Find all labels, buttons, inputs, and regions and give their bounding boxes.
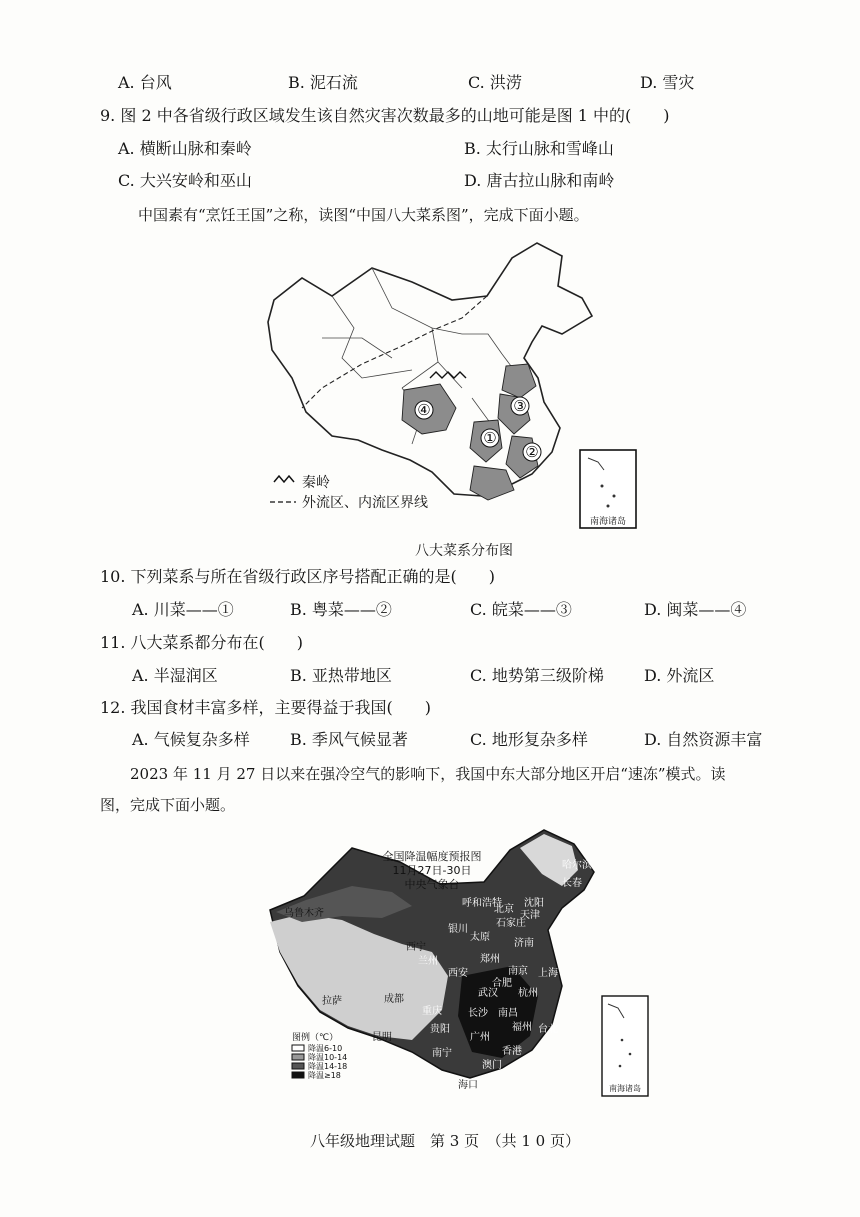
- city-label: 南昌: [498, 1008, 518, 1019]
- cuisine-provinces: [402, 364, 538, 500]
- drainage-boundary: [302, 296, 487, 408]
- city-label: 长沙: [468, 1008, 488, 1019]
- china-outline: [268, 243, 592, 496]
- q9-option-b: B. 太行山脉和雪峰山: [464, 139, 614, 158]
- q12-option-d: D. 自然资源丰富: [644, 730, 763, 749]
- city-label: 武汉: [478, 988, 498, 999]
- city-label: 呼和浩特: [462, 898, 502, 909]
- q11-option-a: A. 半湿润区: [132, 666, 218, 685]
- city-label: 石家庄: [496, 918, 526, 929]
- cuisine-map: [262, 238, 642, 530]
- city-label: 太原: [470, 932, 490, 943]
- city-label: 昆明: [372, 1032, 392, 1043]
- legend-title: 图例（℃）: [292, 1033, 339, 1043]
- south-china-sea-inset: [580, 450, 636, 528]
- q10-option-c: C. 皖菜——③: [470, 600, 572, 619]
- q9-stem: 9. 图 2 中各省级行政区域发生该自然灾害次数最多的山地可能是图 1 中的( ): [100, 106, 670, 125]
- city-label: 贵阳: [430, 1024, 450, 1035]
- legend-item-2: 降温10-14: [308, 1053, 348, 1062]
- city-label: 兰州: [418, 956, 438, 967]
- map2-dates: 11月27日-30日: [392, 864, 472, 877]
- q11-stem: 11. 八大菜系都分布在( ): [100, 633, 304, 652]
- cooling-legend: [292, 1031, 347, 1080]
- q11-option-c: C. 地势第三级阶梯: [470, 666, 604, 685]
- city-label: 乌鲁木齐: [284, 908, 324, 919]
- marker-2: ②: [525, 443, 539, 461]
- cooling-forecast-map: [262, 826, 652, 1098]
- city-label: 济南: [514, 938, 534, 949]
- q11-option-d: D. 外流区: [644, 666, 715, 685]
- map2-source: 中央气象台: [404, 878, 460, 891]
- city-label: 西安: [448, 968, 468, 979]
- q12-options: [132, 729, 762, 751]
- marker-3: ③: [513, 397, 527, 415]
- city-label: 天津: [520, 910, 540, 921]
- q10-option-a: A. 川菜——①: [132, 600, 234, 619]
- legend-qinling: [274, 475, 330, 491]
- q10-options: [132, 599, 746, 621]
- city-label: 福州: [512, 1022, 532, 1033]
- q8-option-b: B. 泥石流: [288, 73, 358, 92]
- city-label: 重庆: [422, 1006, 442, 1017]
- city-label: 南京: [508, 966, 528, 977]
- intro-cold-wave-line1: 2023 年 11 月 27 日以来在强冷空气的影响下，我国中东大部分地区开启“速冻”模式。读: [130, 765, 726, 783]
- q9-option-d: D. 唐古拉山脉和南岭: [464, 171, 615, 190]
- q11-options: [132, 665, 714, 687]
- q10-option-d: D. 闽菜——④: [644, 600, 747, 619]
- city-label: 北京: [494, 904, 514, 915]
- inset-label: 南海诸岛: [589, 517, 627, 527]
- legend-item-3: 降温14-18: [308, 1062, 348, 1071]
- q10-stem: 10. 下列菜系与所在省级行政区序号搭配正确的是( ): [100, 567, 496, 586]
- city-label: 沈阳: [524, 898, 544, 909]
- legend-qinling-label: 秦岭: [302, 475, 330, 491]
- city-label: 上海: [538, 968, 558, 979]
- q9-option-c: C. 大兴安岭和巫山: [118, 171, 252, 190]
- city-label: 拉萨: [322, 996, 342, 1007]
- q12-option-c: C. 地形复杂多样: [470, 730, 588, 749]
- q11-option-b: B. 亚热带地区: [290, 666, 392, 685]
- marker-4: ④: [417, 401, 431, 419]
- city-label: 成都: [384, 994, 404, 1005]
- q8-option-d: D. 雪灾: [640, 73, 695, 92]
- intro-cold-wave-line2: 图，完成下面小题。: [100, 796, 236, 814]
- legend-boundary-label: 外流区、内流区界线: [302, 495, 428, 511]
- page-footer: 八年级地理试题 第 3 页 （共 1 0 页）: [310, 1132, 580, 1150]
- south-china-sea-inset-2: [602, 996, 648, 1096]
- city-label: 西宁: [406, 942, 426, 953]
- city-label: 台北: [538, 1024, 558, 1035]
- city-label: 银川: [448, 924, 468, 935]
- city-label: 海口: [458, 1080, 478, 1091]
- map2-title: 全国降温幅度预报图: [382, 850, 482, 863]
- marker-1: ①: [483, 429, 497, 447]
- legend-item-1: 降温6-10: [308, 1044, 343, 1053]
- q8-option-c: C. 洪涝: [468, 73, 522, 92]
- legend-item-4: 降温≥18: [308, 1071, 341, 1080]
- city-label: 长春: [562, 878, 582, 889]
- city-label: 哈尔滨: [562, 860, 592, 871]
- inset-label-2: 南海诸岛: [609, 1084, 641, 1093]
- q8-option-a: A. 台风: [118, 73, 172, 92]
- city-label: 郑州: [480, 954, 500, 965]
- city-label: 合肥: [492, 978, 512, 989]
- city-label: 杭州: [518, 988, 538, 999]
- city-label: 广州: [470, 1032, 490, 1043]
- qinling-symbol: [430, 372, 466, 378]
- city-label: 南宁: [432, 1048, 452, 1059]
- city-label: 澳门: [482, 1060, 502, 1071]
- city-label: 香港: [502, 1046, 522, 1057]
- q10-option-b: B. 粤菜——②: [290, 600, 392, 619]
- q12-option-b: B. 季风气候显著: [290, 730, 408, 749]
- map1-caption: 八大菜系分布图: [415, 543, 513, 559]
- q9-option-a: A. 横断山脉和秦岭: [118, 139, 252, 158]
- intro-cuisine: 中国素有“烹饪王国”之称，读图“中国八大菜系图”，完成下面小题。: [138, 206, 589, 224]
- legend-boundary: [270, 494, 428, 511]
- q12-stem: 12. 我国食材丰富多样，主要得益于我国( ): [100, 698, 432, 717]
- q8-options: [118, 72, 694, 94]
- q12-option-a: A. 气候复杂多样: [132, 730, 250, 749]
